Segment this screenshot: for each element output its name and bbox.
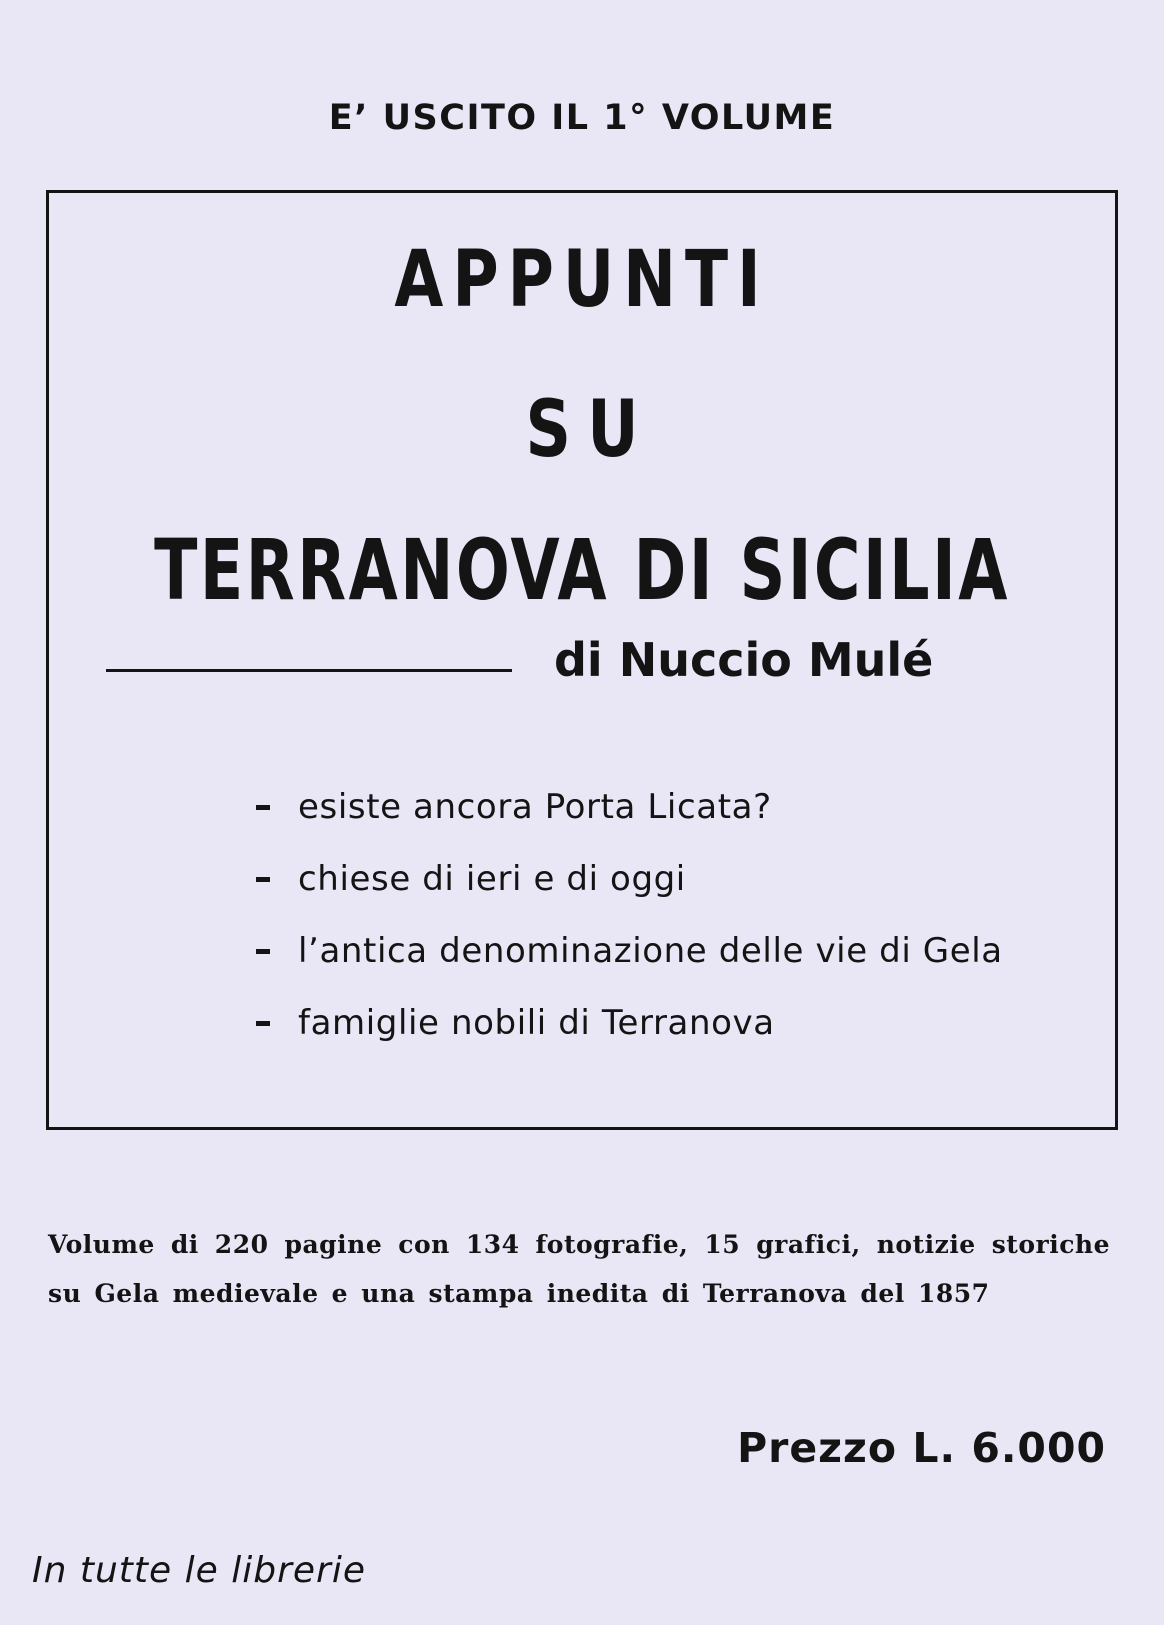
title-line-2: SU [525,385,655,475]
book-author: di Nuccio Mulé [554,633,934,687]
title-box [46,190,1118,1130]
dash-bullet-icon [256,949,270,954]
topic-item [256,987,1003,1059]
topics-list [256,771,1003,1059]
availability-note: In tutte le librerie [32,1550,366,1591]
topic-text: l’antica denominazione delle vie di Gela [298,931,1003,971]
dash-bullet-icon [256,805,270,810]
dash-bullet-icon [256,877,270,882]
title-line-3: TERRANOVA DI SICILIA [154,521,1010,619]
topic-text: esiste ancora Porta Licata? [298,787,772,827]
topic-item [256,843,1003,915]
topic-text: famiglie nobili di Terranova [298,1003,775,1043]
price-label: Prezzo L. 6.000 [737,1424,1106,1472]
volume-description: Volume di 220 pagine con 134 fotografie, 15 grafici, notizie storiche su Gela medievale e una stampa inedita di Terranova del 1857 [48,1230,1110,1308]
dash-bullet-icon [256,1021,270,1026]
topic-text: chiese di ieri e di oggi [298,859,686,899]
author-rule-divider [106,669,512,672]
release-headline: E’ USCITO IL 1° VOLUME [328,98,836,138]
topic-item [256,771,1003,843]
topic-item [256,915,1003,987]
title-line-1: APPUNTI [394,235,770,325]
